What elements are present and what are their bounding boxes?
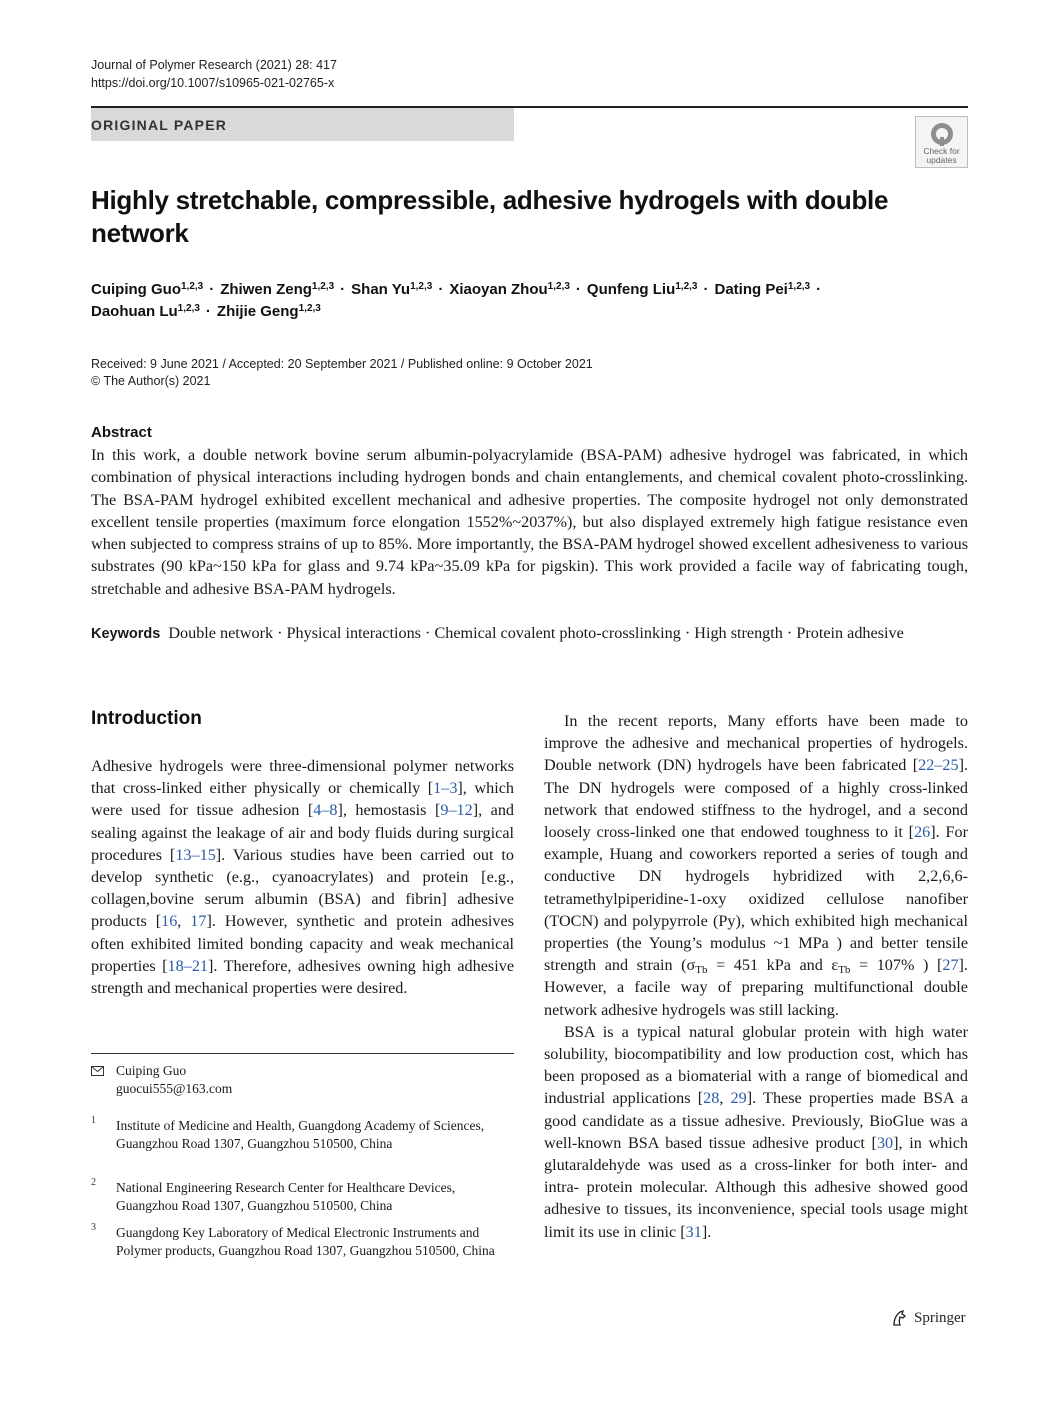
- paragraph-text: ]. The DN hydrogels were composed of a highly cross-linked network that endowed stiffness to the hydrogel, and a second loosely cross-linked one that endowed toughness to it [: [544, 756, 968, 842]
- paragraph-text: ]. Various studies have been carried out to develop synthetic (e.g., cyanoacrylates) and protein [e.g., collagen,bovine serum albumin (BSA) and fibrin] adhesive products [: [91, 845, 514, 931]
- footnote-rule: [91, 1053, 514, 1054]
- history-dates: Received: 9 June 2021 / Accepted: 20 September 2021 / Published online: 9 October 2021: [91, 357, 593, 371]
- subscript: Tb: [838, 964, 851, 977]
- affiliation-text: National Engineering Research Center for Healthcare Devices, Guangzhou Road 1307, Guangzhou 510500, China: [116, 1180, 456, 1213]
- publisher-logo: [890, 1309, 966, 1327]
- paragraph-text: ], which were used for tissue adhesion [: [91, 779, 514, 820]
- citation-link[interactable]: 28: [703, 1089, 720, 1108]
- paragraph-text: Adhesive hydrogels were three-dimensional polymer networks that cross-linked either physically or chemically: [91, 757, 514, 798]
- paragraph-text: BSA is a typical natural globular protein with high water solubility, biocompatibility and low production cost, which has been proposed as a biomaterial with a range of biomedical and industrial applications [: [544, 1022, 968, 1108]
- author-separator: ·: [205, 303, 211, 320]
- copyright-line: © The Author(s) 2021: [91, 374, 211, 388]
- paragraph-text: ]. For example, Huang and coworkers reported a series of tough and conductive DN hydrogels hybridized with 2,2,6,6-tetramethylpiperidine-1-oxy oxidized cellulose nanofiber (TOCN) and polypyrrole (Py), which exhibited high mechanical properties (the Young’s modulus ~1 MPa ) and better tensile strength and strain (σ: [544, 823, 968, 975]
- paper-title: Highly stretchable, compressible, adhesive hydrogels with double network: [91, 185, 889, 248]
- author-affiliation: 1,2,3: [311, 281, 335, 292]
- author-affiliation: 1,2,3: [177, 303, 200, 314]
- paragraph-text: = 451 kPa and ε: [707, 956, 839, 975]
- citation-link[interactable]: 27: [942, 956, 959, 975]
- affiliation-number: 1: [91, 1115, 96, 1126]
- citation-link[interactable]: 13–15: [175, 845, 216, 864]
- article-type-band: [91, 108, 514, 141]
- affiliation-text: Institute of Medicine and Health, Guangdong Academy of Sciences, Guangzhou Road 1307, Guangzhou 510500, China: [116, 1118, 485, 1151]
- author-separator: ·: [575, 281, 581, 298]
- affiliation-text: Guangdong Key Laboratory of Medical Electronic Instruments and Polymer products, Guangzhou Road 1307, Guangzhou 510500, China: [116, 1225, 495, 1258]
- author-name: Dating Pei$^{1,2,3}$: [714, 281, 811, 298]
- envelope-icon: [91, 1066, 104, 1076]
- publication-dates: [91, 356, 593, 390]
- citation-link[interactable]: 17: [190, 912, 207, 931]
- abstract-text: In this work, a double network bovine serum albumin-polyacrylamide (BSA-PAM) adhesive hydrogel was fabricated, in which combination of physical interactions including hydrogen bonds and chain entanglements, and chemical covalent photo-crosslinking. The BSA-PAM hydrogel exhibited excellent mechanical and adhesive properties. The composite hydrogel not only demonstrated excellent tensile properties (maximum force elongation 1552%~2037%), but also displayed extremely high fatigue resistance even when subjected to compress strains of up to 85%. More importantly, the BSA-PAM hydrogel showed excellent adhesiveness to various substrates (90 kPa~150 kPa for glass and 9.74 kPa~35.09 kPa for pigskin). This work provided a facile way of fabricating tough, stretchable and adhesive BSA-PAM hydrogels.: [91, 446, 968, 598]
- paragraph-text: ].: [701, 1222, 712, 1241]
- abstract-heading: Abstract: [91, 424, 152, 441]
- paragraph-text: ], in which glutaraldehyde was used as a cross-linker for both inter- and intra- protein molecular. Although this adhesive showed good adhesive to tissues, its inconvenience, special tools usage might limit its use in clinic [: [544, 1133, 969, 1241]
- author-name: Qunfeng Liu$^{1,2,3}$: [586, 281, 698, 298]
- right-column: [544, 710, 968, 1243]
- introduction-heading: Introduction: [91, 708, 202, 729]
- author-affiliation: 1,2,3: [410, 281, 433, 292]
- keywords-block: [91, 622, 968, 645]
- author-affiliation: 1,2,3: [787, 281, 811, 292]
- intro-paragraph: [91, 755, 514, 999]
- paragraph-text: ]. However, a facile way of preparing multifunctional double network adhesive hydrogels was still lacking.: [544, 956, 968, 1019]
- paragraph-text: ]. These properties made BSA a good candidate as a tissue adhesive. Previously, BioGlue was a well-known BSA based tissue adhesive product [: [544, 1089, 968, 1152]
- paragraph-text: ]. However, synthetic and protein adhesives often exhibited limited bonding capacity and weak mechanical properties [: [91, 912, 514, 975]
- citation-link[interactable]: 18–21: [167, 956, 209, 975]
- citation-link[interactable]: 22–25: [918, 756, 959, 775]
- paragraph-text: In the recent reports, Many efforts have been made to improve the adhesive and mechanical properties of hydrogels. Double network (DN) hydrogels have been fabricated [: [544, 712, 968, 775]
- author-separator: ·: [209, 281, 215, 298]
- paragraph-text: ]. Therefore, adhesives owning high adhesive strength and mechanical properties were desired.: [91, 956, 514, 998]
- journal-citation: Journal of Polymer Research (2021) 28: 417: [91, 58, 337, 72]
- author-affiliation: 1,2,3: [298, 303, 321, 314]
- corresponding-email[interactable]: guocui555@163.com: [116, 1080, 233, 1096]
- author-separator: ·: [703, 281, 709, 298]
- corresponding-author: [116, 1062, 232, 1097]
- left-column: [91, 755, 514, 999]
- keywords-text: Double network · Physical interactions · Chemical covalent photo-crosslinking · High strength · Protein adhesive: [168, 624, 904, 642]
- citation-link[interactable]: 9–12: [440, 801, 473, 820]
- intro-paragraph: [544, 1021, 968, 1243]
- author-list: [91, 279, 911, 323]
- journal-header: [91, 56, 337, 92]
- affiliation-number: 2: [91, 1177, 96, 1188]
- check-for-updates-badge[interactable]: [915, 116, 968, 168]
- author-name: Daohuan Lu$^{1,2,3}$: [91, 303, 200, 320]
- doi-link[interactable]: https://doi.org/10.1007/s10965-021-02765-x: [91, 76, 335, 90]
- author-affiliation: 1,2,3: [675, 281, 698, 292]
- citation-link[interactable]: 1–3: [433, 779, 458, 798]
- paragraph-text: ], hemostasis [: [337, 801, 441, 820]
- paragraph-text: = 107% ) [: [850, 956, 943, 975]
- paragraph-text: ], and sealing against the leakage of air and body fluids during surgical procedures [: [91, 801, 515, 864]
- author-name: Shan Yu$^{1,2,3}$: [351, 281, 433, 298]
- check-updates-icon: [927, 120, 957, 150]
- author-affiliation: 1,2,3: [547, 281, 570, 292]
- author-separator: ·: [340, 281, 346, 298]
- citation-link[interactable]: 30: [876, 1133, 894, 1152]
- article-type-label: ORIGINAL PAPER: [91, 117, 228, 133]
- citation-link[interactable]: 4–8: [313, 801, 338, 820]
- author-name: Zhiwen Zeng$^{1,2,3}$: [220, 281, 335, 298]
- author-separator: ·: [438, 281, 444, 298]
- citation-link[interactable]: 16: [161, 912, 178, 931]
- paragraph-text: ,: [719, 1089, 731, 1108]
- citation-link[interactable]: 26: [914, 823, 931, 842]
- springer-horse-icon: [890, 1309, 908, 1327]
- intro-paragraph: [544, 710, 968, 1021]
- author-separator: ·: [816, 281, 822, 298]
- author-name: Zhijie Geng$^{1,2,3}$: [216, 303, 321, 320]
- citation-link[interactable]: 31: [685, 1222, 702, 1241]
- check-updates-label: Check for updates: [923, 146, 960, 165]
- corresponding-name: Cuiping Guo: [116, 1063, 187, 1078]
- paragraph-text: ,: [177, 912, 191, 931]
- publisher-name: Springer: [914, 1309, 966, 1326]
- author-affiliation: 1,2,3: [180, 281, 204, 292]
- paragraph-text: [: [427, 779, 434, 798]
- affiliation-number: 3: [91, 1222, 96, 1233]
- author-name: Xiaoyan Zhou$^{1,2,3}$: [449, 281, 570, 298]
- subscript: Tb: [695, 964, 708, 977]
- citation-link[interactable]: 29: [730, 1089, 747, 1108]
- keywords-label: Keywords: [91, 626, 161, 642]
- author-name: Cuiping Guo$^{1,2,3}$: [91, 281, 204, 298]
